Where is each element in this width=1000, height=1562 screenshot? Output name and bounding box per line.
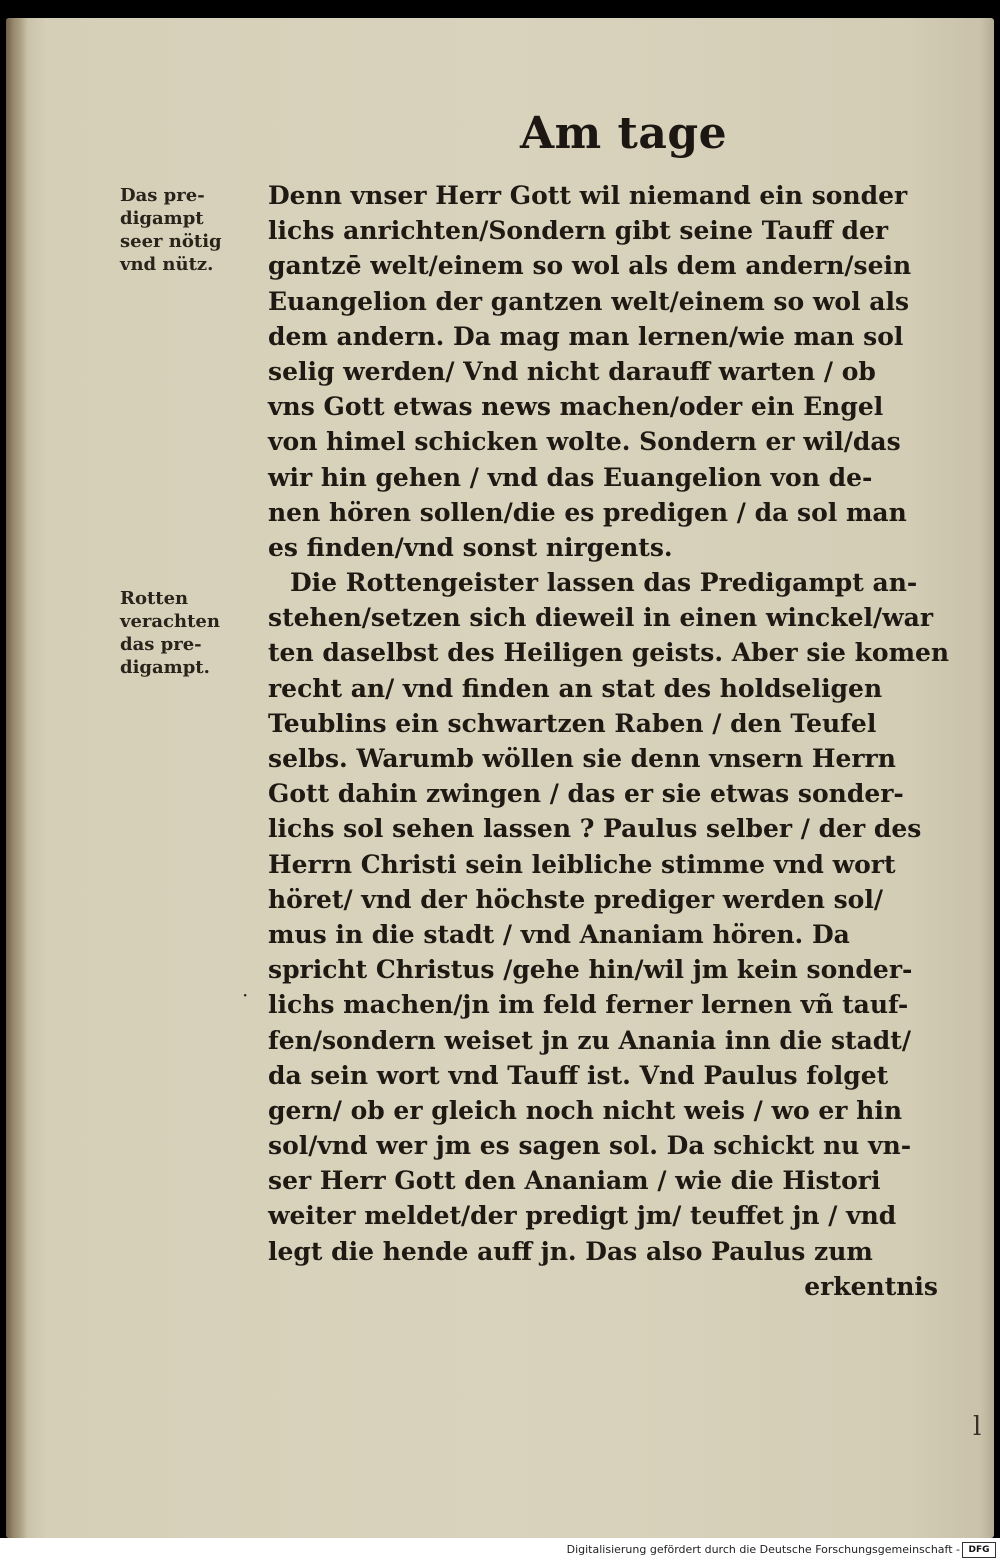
- text-line: Die Rottengeister lassen das Predigampt an-: [290, 568, 918, 598]
- text-line: Herrn Christi sein leibliche stimme vnd wort: [268, 849, 896, 879]
- side-note-line: seer nötig: [120, 231, 222, 252]
- page-gutter-shadow: [6, 18, 28, 1538]
- catchword: erkentnis: [804, 1271, 938, 1301]
- footer-bar: [0, 1538, 1000, 1562]
- text-line: fen/sondern weiset jn zu Anania inn die stadt/: [268, 1025, 911, 1055]
- side-note-line: das pre-: [120, 634, 202, 655]
- side-note-line: digampt.: [120, 657, 210, 678]
- side-note-line: verachten: [120, 611, 220, 632]
- body-text: [268, 178, 958, 1304]
- text-line: Teublins ein schwartzen Raben / den Teufel: [268, 708, 877, 738]
- text-line: recht an/ vnd finden an stat des holdseligen: [268, 673, 883, 703]
- side-note-1: [120, 184, 260, 276]
- text-line: dem andern. Da mag man lernen/wie man sol: [268, 321, 904, 351]
- side-note-line: digampt: [120, 208, 204, 229]
- text-line: Denn vnser Herr Gott wil niemand ein sonder: [268, 181, 908, 210]
- text-line: vns Gott etwas news machen/oder ein Engel: [268, 392, 884, 422]
- side-note-line: Das pre-: [120, 185, 205, 206]
- text-line: gern/ ob er gleich noch nicht weis / wo er hin: [268, 1095, 903, 1125]
- text-line: wir hin gehen / vnd das Euangelion von de-: [268, 462, 873, 492]
- funding-credit: Digitalisierung gefördert durch die Deutsche Forschungsgemeinschaft -: [566, 1543, 960, 1556]
- text-line: von himel schicken wolte. Sondern er wil/das: [268, 427, 901, 457]
- text-line: selig werden/ Vnd nicht darauff warten / ob: [268, 356, 876, 386]
- text-line: weiter meldet/der predigt jm/ teuffet jn / vnd: [268, 1201, 897, 1231]
- text-line: stehen/setzen sich dieweil in einen winckel/war: [268, 603, 934, 633]
- text-line: sol/vnd wer jm es sagen sol. Da schickt nu vn-: [268, 1131, 912, 1161]
- side-note-line: Rotten: [120, 588, 189, 609]
- text-line: selbs. Warumb wöllen sie denn vnsern Herrn: [268, 744, 896, 773]
- text-line: da sein wort vnd Tauff ist. Vnd Paulus folget: [268, 1060, 889, 1090]
- side-note-2: [120, 587, 260, 679]
- text-line: ten daselbst des Heiligen geists. Aber sie komen: [268, 638, 950, 668]
- text-line: lichs machen/jn im feld ferner lernen vñ tauf-: [268, 990, 909, 1020]
- text-line: gantzē welt/einem so wol als dem andern/sein: [268, 251, 912, 281]
- text-line: ser Herr Gott den Ananiam / wie die Histori: [268, 1166, 881, 1196]
- text-line: spricht Christus /gehe hin/wil jm kein sonder-: [268, 955, 913, 985]
- text-line: nen hören sollen/die es predigen / da sol man: [268, 497, 907, 527]
- text-line: Euangelion der gantzen welt/einem so wol als: [268, 286, 910, 316]
- edge-mark: l: [973, 1412, 982, 1442]
- text-line: mus in die stadt / vnd Ananiam hören. Da: [268, 919, 850, 949]
- text-line: Gott dahin zwingen / das er sie etwas sonder-: [268, 779, 904, 809]
- text-line: höret/ vnd der höchste prediger werden sol/: [268, 884, 883, 914]
- text-line: es finden/vnd sonst nirgents.: [268, 532, 673, 562]
- text-line: lichs anrichten/Sondern gibt seine Tauff der: [268, 216, 889, 246]
- dfg-logo: DFG: [962, 1542, 996, 1558]
- side-note-line: vnd nütz.: [120, 254, 214, 275]
- margin-dot: ·: [242, 983, 249, 1007]
- running-head: Am tage: [520, 108, 728, 159]
- text-line: lichs sol sehen lassen ? Paulus selber / der des: [268, 814, 922, 844]
- text-line: legt die hende auff jn. Das also Paulus zum: [268, 1236, 873, 1266]
